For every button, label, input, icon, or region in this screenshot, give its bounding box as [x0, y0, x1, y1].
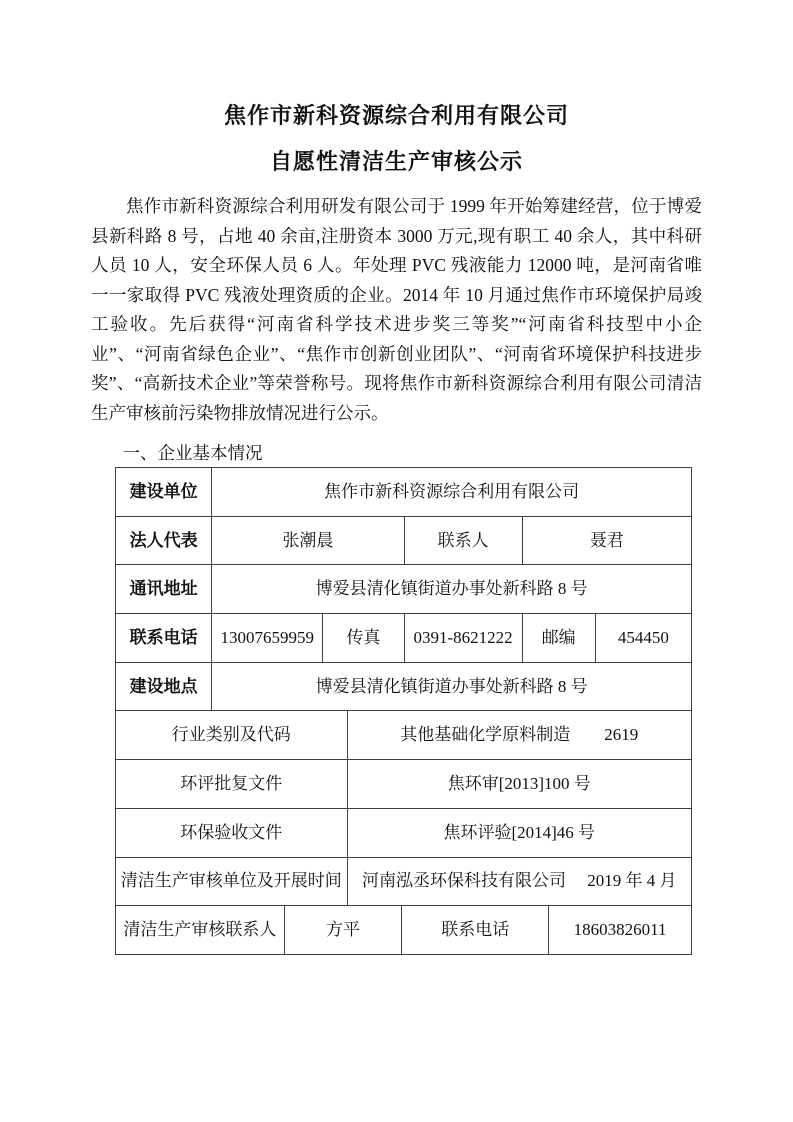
- table-cell: 聂君: [523, 517, 692, 566]
- table-cell: 焦环评验[2014]46 号: [348, 809, 692, 858]
- table-cell: 18603826011: [549, 906, 692, 955]
- table-cell: 焦环审[2013]100 号: [348, 760, 692, 809]
- table-cell: 建设地点: [116, 663, 212, 712]
- table-cell: 联系人: [405, 517, 523, 566]
- document-title: 焦作市新科资源综合利用有限公司: [223, 103, 569, 128]
- table-cell: 清洁生产审核联系人: [116, 906, 285, 955]
- company-info-table: [115, 467, 692, 955]
- table-row: [116, 858, 692, 907]
- table-cell: 建设单位: [116, 468, 212, 517]
- intro-paragraph: 焦作市新科资源综合利用研发有限公司于 1999 年开始筹建经营，位于博爱县新科路 8 号，占地 40 余亩,注册资本 3000 万元,现有职工 40 余人，其中科研人员 10 人，安全环保人员 6 人。年处理 PVC 残液能力 12000 吨，是河南省唯一一家取得 PVC 残液处理资质的企业。2014 年 10 月通过焦作市环境保护局竣工验收。先后获得“河南省科学技术进步奖三等奖”“河南省科技型中小企业”、“河南省绿色企业”、“焦作市创新创业团队”、“河南省环境保护科技进步奖”、“高新技术企业”等荣誉称号。现将焦作市新科资源综合利用有限公司清洁生产审核前污染物排放情况进行公示。: [91, 196, 702, 423]
- table-cell: 河南泓丞环保科技有限公司 2019 年 4 月: [348, 858, 692, 907]
- table-row: [116, 663, 692, 712]
- section-heading: 一、企业基本情况: [122, 443, 263, 463]
- table-cell: 焦作市新科资源综合利用有限公司: [212, 468, 692, 517]
- table-cell: 其他基础化学原料制造 2619: [348, 711, 692, 760]
- table-cell: 传真: [323, 614, 404, 663]
- document-subtitle: 自愿性清洁生产审核公示: [269, 149, 523, 174]
- table-row: [116, 517, 692, 566]
- table-cell: 张潮晨: [212, 517, 404, 566]
- table-row: [116, 565, 692, 614]
- table-row: [116, 809, 692, 858]
- table-cell: 联系电话: [402, 906, 549, 955]
- table-cell: 环评批复文件: [116, 760, 348, 809]
- table-row: [116, 760, 692, 809]
- table-row: [116, 614, 692, 663]
- table-cell: 博爱县清化镇街道办事处新科路 8 号: [212, 663, 692, 712]
- table-cell: 方平: [285, 906, 403, 955]
- table-cell: 联系电话: [116, 614, 212, 663]
- table-cell: 邮编: [523, 614, 596, 663]
- table-cell: 454450: [596, 614, 692, 663]
- table-row: [116, 711, 692, 760]
- table-cell: 13007659959: [212, 614, 323, 663]
- table-cell: 博爱县清化镇街道办事处新科路 8 号: [212, 565, 692, 614]
- table-cell: 环保验收文件: [116, 809, 348, 858]
- table-cell: 行业类别及代码: [116, 711, 348, 760]
- table-cell: 通讯地址: [116, 565, 212, 614]
- table-cell: 法人代表: [116, 517, 212, 566]
- table-cell: 0391-8621222: [405, 614, 523, 663]
- table-cell: 清洁生产审核单位及开展时间: [116, 858, 348, 907]
- table-row: [116, 906, 692, 955]
- table-row: [116, 468, 692, 517]
